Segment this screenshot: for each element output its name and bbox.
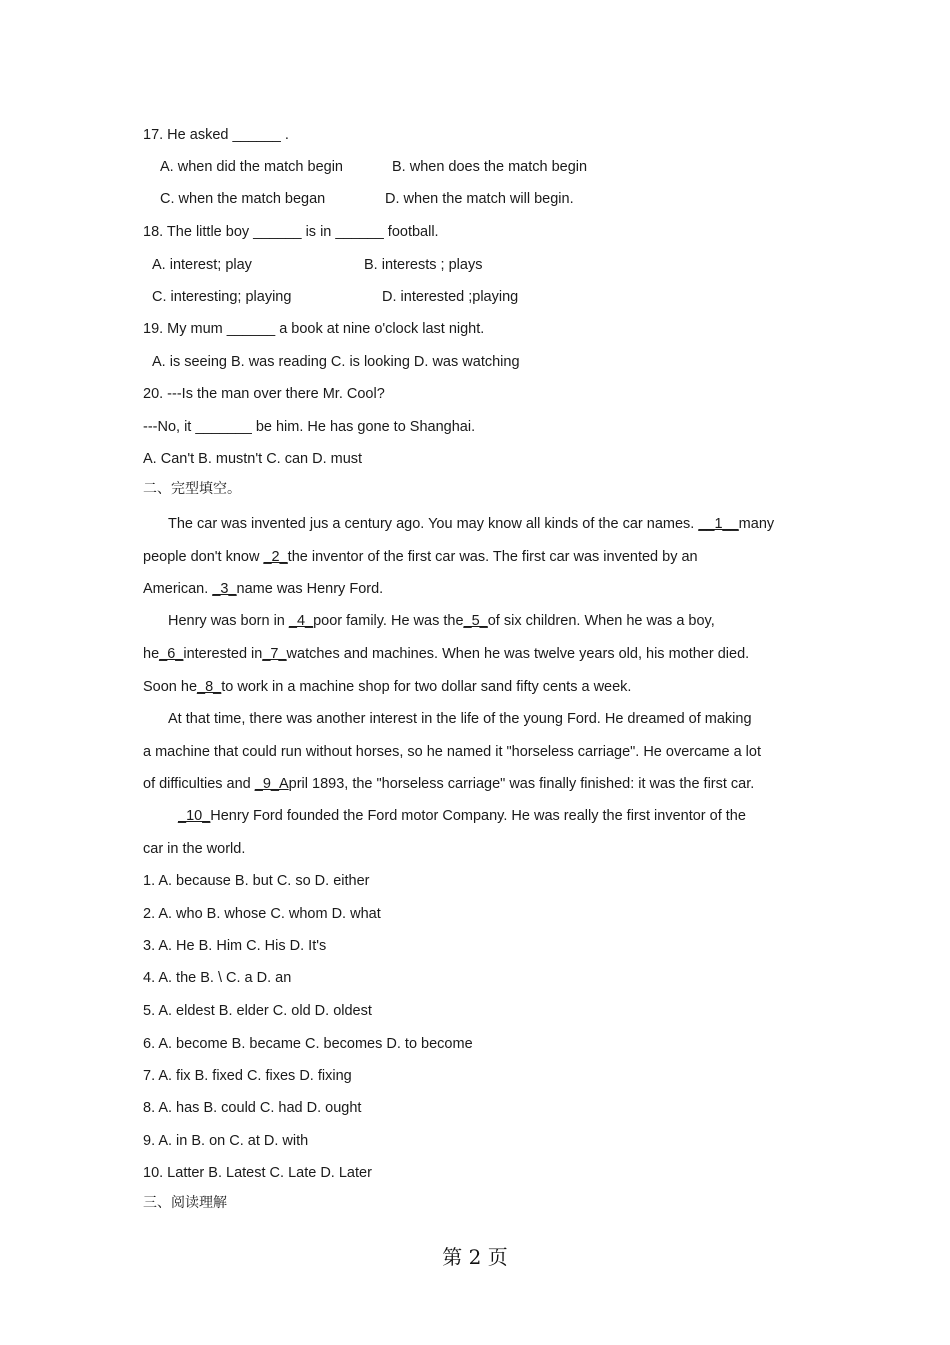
- q18-option-b: B. interests ; plays: [364, 257, 483, 273]
- blank-6: _6_: [159, 646, 184, 662]
- passage-text: to work in a machine shop for two dollar sand fifty cents a week.: [221, 679, 632, 695]
- passage-text: many: [738, 516, 775, 532]
- q17-option-c: C. when the match began: [160, 191, 326, 207]
- passage-text: American.: [143, 581, 213, 597]
- q17-option-b: B. when does the match begin: [392, 159, 588, 175]
- blank-10: _10_: [178, 808, 211, 824]
- passage-text: people don't know: [143, 549, 264, 565]
- passage-line-1: [168, 515, 774, 533]
- q18-option-c: C. interesting; playing: [152, 289, 292, 305]
- blank-8: _8_: [197, 679, 222, 695]
- passage-line-2: [143, 548, 698, 566]
- blank-1: __1__: [698, 516, 739, 532]
- passage-text: interested in: [183, 646, 263, 662]
- passage-line-9: [143, 775, 754, 793]
- q19-options: A. is seeing B. was reading C. is looking D. was watching: [152, 354, 520, 370]
- cloze-option-row: 7. A. fix B. fixed C. fixes D. fixing: [143, 1068, 352, 1084]
- cloze-option-row: 10. Latter B. Latest C. Late D. Later: [143, 1165, 372, 1181]
- cloze-option-row: 1. A. because B. but C. so D. either: [143, 873, 370, 889]
- passage-line-6: [143, 678, 631, 696]
- blank-2: _2_: [263, 549, 288, 565]
- passage-line-5: [143, 645, 749, 663]
- q17-stem: 17. He asked ______ .: [143, 127, 289, 143]
- section-3-title: 三、阅读理解: [143, 1195, 227, 1211]
- passage-line-4: [168, 612, 715, 630]
- q18-stem: 18. The little boy ______ is in ______ football.: [143, 224, 439, 240]
- passage-text: of difficulties and: [143, 776, 255, 792]
- blank-7: _7_: [262, 646, 287, 662]
- passage-text: name was Henry Ford.: [236, 581, 384, 597]
- passage-line-10: [178, 807, 746, 825]
- passage-text: pril 1893, the "horseless carriage" was finally finished: it was the first car.: [288, 776, 755, 792]
- q17-option-d: D. when the match will begin.: [385, 191, 574, 207]
- passage-text: The car was invented jus a century ago. You may know all kinds of the car names.: [168, 516, 699, 532]
- cloze-option-row: 3. A. He B. Him C. His D. It's: [143, 938, 327, 954]
- passage-line-11: car in the world.: [143, 841, 246, 857]
- passage-text: poor family. He was the: [313, 613, 464, 629]
- passage-text: Henry Ford founded the Ford motor Company. He was really the first inventor of the: [210, 808, 746, 824]
- passage-text: watches and machines. When he was twelve years old, his mother died.: [286, 646, 750, 662]
- blank-4: _4_: [288, 613, 314, 629]
- q20-options: A. Can't B. mustn't C. can D. must: [143, 451, 363, 467]
- passage-line-3: [143, 580, 383, 598]
- q20-question: 20. ---Is the man over there Mr. Cool?: [143, 386, 385, 402]
- cloze-option-row: 4. A. the B. \ C. a D. an: [143, 970, 292, 986]
- q20-answer-line: ---No, it _______ be him. He has gone to Shanghai.: [143, 419, 476, 435]
- passage-text: Henry was born in: [168, 613, 289, 629]
- passage-text: he: [143, 646, 160, 662]
- q19-stem: 19. My mum ______ a book at nine o'clock last night.: [143, 321, 485, 337]
- blank-5: _5_: [463, 613, 488, 629]
- section-2-title: 二、完型填空。: [143, 481, 241, 497]
- cloze-option-row: 8. A. has B. could C. had D. ought: [143, 1100, 362, 1116]
- cloze-option-row: 5. A. eldest B. elder C. old D. oldest: [143, 1003, 372, 1019]
- q18-option-d: D. interested ;playing: [382, 289, 519, 305]
- passage-text: Soon he: [143, 679, 198, 695]
- cloze-option-row: 2. A. who B. whose C. whom D. what: [143, 906, 381, 922]
- blank-3: _3_: [212, 581, 237, 597]
- q18-option-a: A. interest; play: [152, 257, 252, 273]
- page-number-footer: 第 2 页: [442, 1245, 508, 1269]
- passage-line-7: At that time, there was another interest in the life of the young Ford. He dreamed of making: [168, 711, 752, 727]
- passage-text: the inventor of the first car was. The first car was invented by an: [287, 549, 698, 565]
- passage-line-8: a machine that could run without horses, so he named it "horseless carriage". He overcame a lot: [143, 744, 761, 760]
- q17-option-a: A. when did the match begin: [160, 159, 343, 175]
- cloze-option-row: 6. A. become B. became C. becomes D. to become: [143, 1036, 473, 1052]
- passage-text: of six children. When he was a boy,: [487, 613, 715, 629]
- blank-9: _9_A: [254, 776, 289, 792]
- cloze-option-row: 9. A. in B. on C. at D. with: [143, 1133, 309, 1149]
